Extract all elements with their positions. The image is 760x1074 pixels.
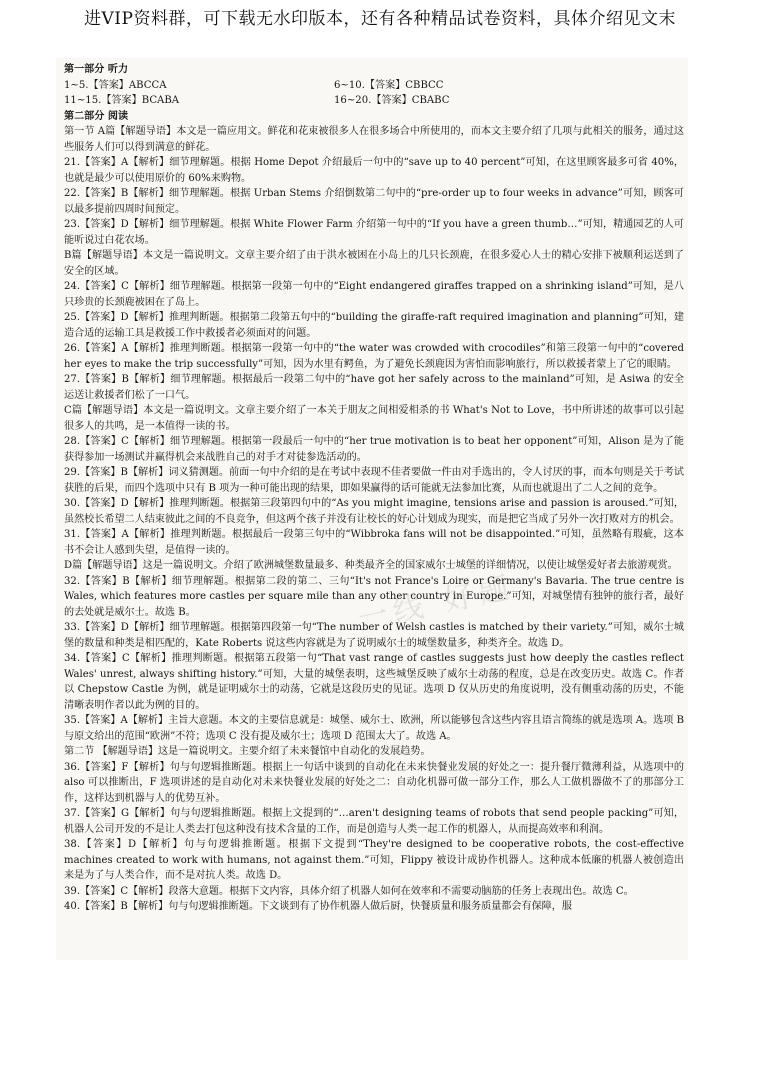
answer-paragraph: 28.【答案】C【解析】细节理解题。根据第一段最后一句中的“her true motivation is to beat her opponent”可知，Alison 是为了能获得参加一场测试并赢得机会来战胜自己的对手才对徒参选活动的。 — [64, 436, 684, 463]
scanned-answer-page — [56, 58, 688, 960]
answer-key-text — [64, 62, 684, 915]
answer-paragraph: 26.【答案】A【解析】推理判断题。根据第一段第一句中的“the water was crowded with crocodiles”和第三段第一句中的“covered her eyes to make the trip successfully”可知，因为水里有鳄鱼，为了避免长颈鹿因为害怕而影响旅行，所以救援者蒙上了它的眼睛。 — [64, 343, 684, 370]
answer-paragraph: 39.【答案】C【解析】段落大意题。根据下文内容，具体介绍了机器人如何在效率和不需要动脑筋的任务上表现出色。故选 C。 — [64, 885, 634, 897]
answer-paragraph: 36.【答案】F【解析】句与句逻辑推断题。根据上一句话中谈到的自动化在未来快餐业发展的好处之一：提升餐厅微薄利益，从选项中的 also 可以推断出，F 选项讲述的是自动化对未来快餐业发展的好处之二：自动化机器可做一部分工作，那么人工做机器做不了的那部分工作，这样达到机器与人的优势互补。 — [64, 761, 684, 804]
answer-paragraph: 31.【答案】A【解析】推理判断题。根据最后一段第三句中的“Wibbroka fans will not be disappointed.”可知，虽然略有瑕疵，这本书不会让人感到失望，是值得一读的。 — [64, 529, 684, 556]
answer-paragraph: 30.【答案】D【解析】推理判断题。根据第三段第四句中的“As you might imagine, tensions arise and passion is aroused.”可知，虽然校长希望二人结束彼此之间的不良竞争，但这两个孩子并没有让校长的好心计划成为现实，而是把它当成了另外一次打败对方的机会。 — [64, 498, 684, 525]
answer-paragraph: 25.【答案】D【解析】推理判断题。根据第二段第五句中的“building the giraffe-raft required imagination and planning”可知，建造合适的运输工具是救援工作中救援者必须面对的问题。 — [64, 312, 684, 339]
answer-paragraph: 24.【答案】C【解析】细节理解题。根据第一段第一句中的“Eight endangered giraffes trapped on a shrinking island”可知，是八只珍贵的长颈鹿被困在了岛上。 — [64, 281, 684, 308]
answer-paragraph: 29.【答案】B【解析】词义猜测题。前面一句中介绍的是在考试中表现不佳者要做一件由对手选出的，令人讨厌的事，而本句则是关于考试获胜的后果，而四个选项中只有 B 项为一种可能出现的结果，即如果赢得的话可能就无法参加比赛，从而也就退出了二人之间的竞争。 — [64, 467, 684, 494]
answer-paragraph: 35.【答案】A【解析】主旨大意题。本文的主要信息就是：城堡、威尔士、欧洲，所以能够包含这些内容且语言简练的就是选项 A。选项 B 与原文给出的范围“欧洲”不符；选项 C 没有提及威尔士；选项 D 范围太大了。故选 A。 — [64, 715, 684, 742]
answer-paragraph: 32.【答案】B【解析】细节理解题。根据第二段的第二、三句“It's not France's Loire or Germany's Bavaria. The true centre is Wales, which features more castles per square mile than any other country in Europe.”可知，对城堡情有独钟的旅行者，最好的去处就是威尔士。故选 B。 — [64, 575, 684, 618]
answer-paragraph: 第一节 A篇【解题导语】本文是一篇应用文。鲜花和花束被很多人在很多场合中所使用的，而本文主要介绍了几项与此相关的服务，通过这些服务人们可以得到满意的鲜花。 — [64, 126, 684, 153]
answer-paragraph: 40.【答案】B【解析】句与句逻辑推断题。下文谈到有了协作机器人做后厨，快餐质量和服务质量都会有保障，服 — [64, 901, 572, 912]
listening-answer: 16~20.【答案】CBABC — [334, 95, 450, 106]
answer-paragraph: 21.【答案】A【解析】细节理解题。根据 Home Depot 介绍最后一句中的“save up to 40 percent”可知，在这里顾客最多可省 40%，也就是最少可以使用原价的 60%来购物。 — [64, 157, 684, 184]
listening-answer: 11~15.【答案】BCABA — [64, 95, 180, 106]
answer-paragraph: 27.【答案】B【解析】细节理解题。根据最后一段第二句中的“have got her safely across to the mainland”可知，是 Asiwa 的安全运送让救援者们松了一口气。 — [64, 374, 684, 401]
answer-paragraph: 37.【答案】G【解析】句与句逻辑推断题。根据上文提到的“…aren't designing teams of robots that send people packing”可知，机器人公司开发的不是让人类去打包这种没有技术含量的工作，而是创造与人类一起工作的机器人，从而提高效率和利润。 — [64, 808, 684, 835]
section-heading: 第一部分 听力 — [64, 64, 129, 75]
answer-paragraph: B篇【解题导语】本文是一篇说明文。文章主要介绍了由于洪水被困在小岛上的几只长颈鹿，在很多爱心人士的精心安排下被顺利运送到了安全的区域。 — [64, 250, 684, 277]
answer-paragraph: 23.【答案】D【解析】细节理解题。根据 White Flower Farm 介绍第一句中的“If you have a green thumb…”可知，精通园艺的人可能听说过白花农场。 — [64, 219, 684, 246]
listening-answer-row — [64, 78, 684, 94]
listening-answer-row — [64, 93, 684, 109]
section-heading: 第二部分 阅读 — [64, 110, 129, 122]
answer-paragraph: 38.【答案】D【解析】句与句逻辑推断题。根据下文提到“They're designed to be cooperative robots, the cost-effective machines created to work with humans, not against them.”可知，Flippy 被设计成协作机器人。这种成本低廉的机器人被创造出来是为了与人类合作，而不是对抗人类。故选 D。 — [64, 839, 684, 881]
answer-paragraph: C篇【解题导语】本文是一篇说明文。文章主要介绍了一本关于朋友之间相爱相杀的书 What's Not to Love，书中所讲述的故事可以引起很多人的共鸣，是一本值得一读的书。 — [64, 405, 684, 432]
faint-watermark: 一线 好题 — [354, 569, 519, 638]
answer-paragraph: 22.【答案】B【解析】细节理解题。根据 Urban Stems 介绍倒数第二句中的“pre-order up to four weeks in advance”可知，顾客可以最多提前四周时间预定。 — [64, 188, 684, 215]
listening-answer: 1~5.【答案】ABCCA — [64, 79, 167, 91]
listening-answer: 6~10.【答案】CBBCC — [334, 79, 444, 91]
answer-paragraph: D篇【解题导语】这是一篇说明文。介绍了欧洲城堡数量最多、种类最齐全的国家威尔士城堡的详细情况，以使让城堡爱好者去旅游观赏。 — [64, 560, 678, 571]
vip-banner: 进VIP资料群，可下载无水印版本，还有各种精品试卷资料，具体介绍见文末 — [84, 9, 676, 29]
answer-paragraph: 33.【答案】D【解析】细节理解题。根据第四段第一句“The number of Welsh castles is matched by their variety.”可知，威尔士城堡的数量和种类是相匹配的，Kate Roberts 说这些内容就是为了说明威尔士的城堡数量多，种类齐全。故选 D。 — [64, 622, 684, 649]
answer-paragraph: 第二节 【解题导语】这是一篇说明文。主要介绍了未来餐馆中自动化的发展趋势。 — [64, 746, 431, 757]
answer-paragraph: 34.【答案】C【解析】推理判断题。根据第五段第一句“That vast range of castles suggests just how deeply the castles reflect Wales' unrest, always shifting history.”可知，大量的城堡表明，这些城堡反映了威尔士动荡的程度，总是在改变历史。故选 C。作者以 Chepstow Castle 为例，就是证明威尔士的动荡，它就是这段历史的见证。选项 D 仅从历史的角度说明，没有侧重动荡的历史，不能清晰表明作者以此为例的目的。 — [64, 653, 684, 711]
